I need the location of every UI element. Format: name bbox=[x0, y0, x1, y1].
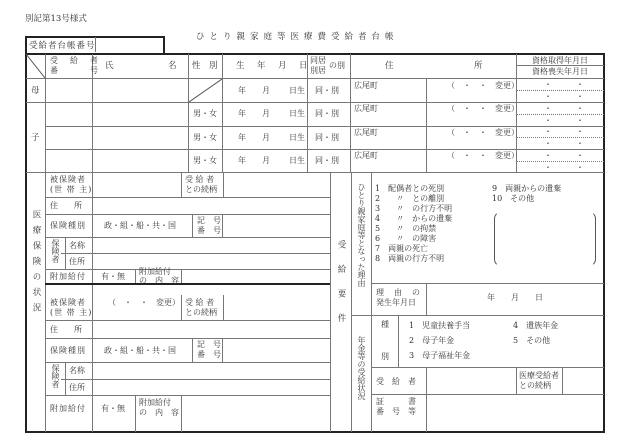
insurance-type-options[interactable]: 政・組・船・共・国 bbox=[104, 221, 176, 230]
corner-diagonal bbox=[26, 54, 45, 78]
page-title: ひとり親家庭等医療費受給者台帳 bbox=[196, 32, 399, 42]
header-lost: 資格喪失年月日 bbox=[532, 67, 588, 76]
occurrence-month: 月 bbox=[511, 293, 519, 302]
extra-benefit-options[interactable]: 有・無 bbox=[101, 272, 125, 281]
pension-option[interactable]: 2 母子年金 bbox=[409, 336, 455, 345]
address-change: （ ・ ・ 変更） bbox=[447, 128, 519, 137]
town-name: 広尾町 bbox=[354, 81, 378, 90]
other-reason-field[interactable] bbox=[494, 211, 596, 267]
pension-option[interactable]: 3 母子福祉年金 bbox=[409, 351, 471, 360]
header-cohabit: 同居 bbox=[310, 56, 326, 65]
address-change: （ ・ ・ 変更） bbox=[447, 151, 519, 160]
header-acquired: 資格取得年月日 bbox=[532, 56, 588, 65]
cohabit-option[interactable]: 同・別 bbox=[315, 109, 339, 118]
reason-label: ひとり親家庭等となった理由 bbox=[357, 183, 366, 287]
town-name: 広尾町 bbox=[354, 128, 378, 137]
ledger-number-label: 受給者台帳番号 bbox=[29, 41, 96, 51]
address-change: （ ・ ・ 変更） bbox=[447, 81, 519, 90]
extra-benefit-options[interactable]: 有・無 bbox=[101, 404, 125, 413]
address-change: （ ・ ・ 変更） bbox=[447, 104, 519, 113]
pension-recipient-field[interactable] bbox=[427, 368, 516, 394]
insurance-type-options[interactable]: 政・組・船・共・国 bbox=[104, 346, 176, 355]
sex-option[interactable]: 男・女 bbox=[193, 109, 217, 118]
pension-option[interactable]: 4 遺族年金 bbox=[513, 321, 559, 330]
town-name: 広尾町 bbox=[354, 151, 378, 160]
pension-label: 年金等の受給状況 bbox=[357, 336, 366, 400]
certificate-number-field[interactable] bbox=[427, 395, 603, 431]
header-address: 住 bbox=[385, 61, 394, 71]
sex-option[interactable]: 男・女 bbox=[193, 133, 217, 142]
name-field[interactable] bbox=[93, 79, 188, 102]
ledger-number-field[interactable] bbox=[97, 38, 163, 52]
header-birthdate: 生 年 月 日 bbox=[236, 61, 310, 71]
sex-na-diagonal bbox=[189, 79, 222, 102]
pension-option[interactable]: 1 児童扶養手当 bbox=[409, 321, 471, 330]
cohabit-option[interactable]: 同・別 bbox=[315, 156, 339, 165]
cohabit-option[interactable]: 同・別 bbox=[315, 133, 339, 142]
occurrence-year: 年 bbox=[487, 293, 495, 302]
header-name: 氏 bbox=[105, 61, 114, 71]
header-recipient-no: 受 給 者 bbox=[50, 56, 100, 65]
row-label-mother: 母 bbox=[31, 86, 40, 96]
pension-option[interactable]: 5 その他 bbox=[513, 336, 551, 345]
occurrence-day: 日 bbox=[535, 293, 543, 302]
insurance-section-label: 医療保険の状況 bbox=[31, 210, 41, 319]
insured-change: （ ・ ・ 変更） bbox=[108, 298, 180, 307]
insured-name-field[interactable] bbox=[93, 173, 181, 197]
recipient-no-field[interactable] bbox=[46, 79, 92, 102]
sex-option[interactable]: 男・女 bbox=[193, 156, 217, 165]
form-id: 別記第13号様式 bbox=[25, 14, 87, 24]
header-sex: 性 別 bbox=[192, 61, 218, 71]
row-label-child: 子 bbox=[31, 133, 40, 143]
eligibility-section-label: 受給要件 bbox=[336, 240, 346, 338]
town-name: 広尾町 bbox=[354, 104, 378, 113]
cohabit-option[interactable]: 同・別 bbox=[315, 86, 339, 95]
